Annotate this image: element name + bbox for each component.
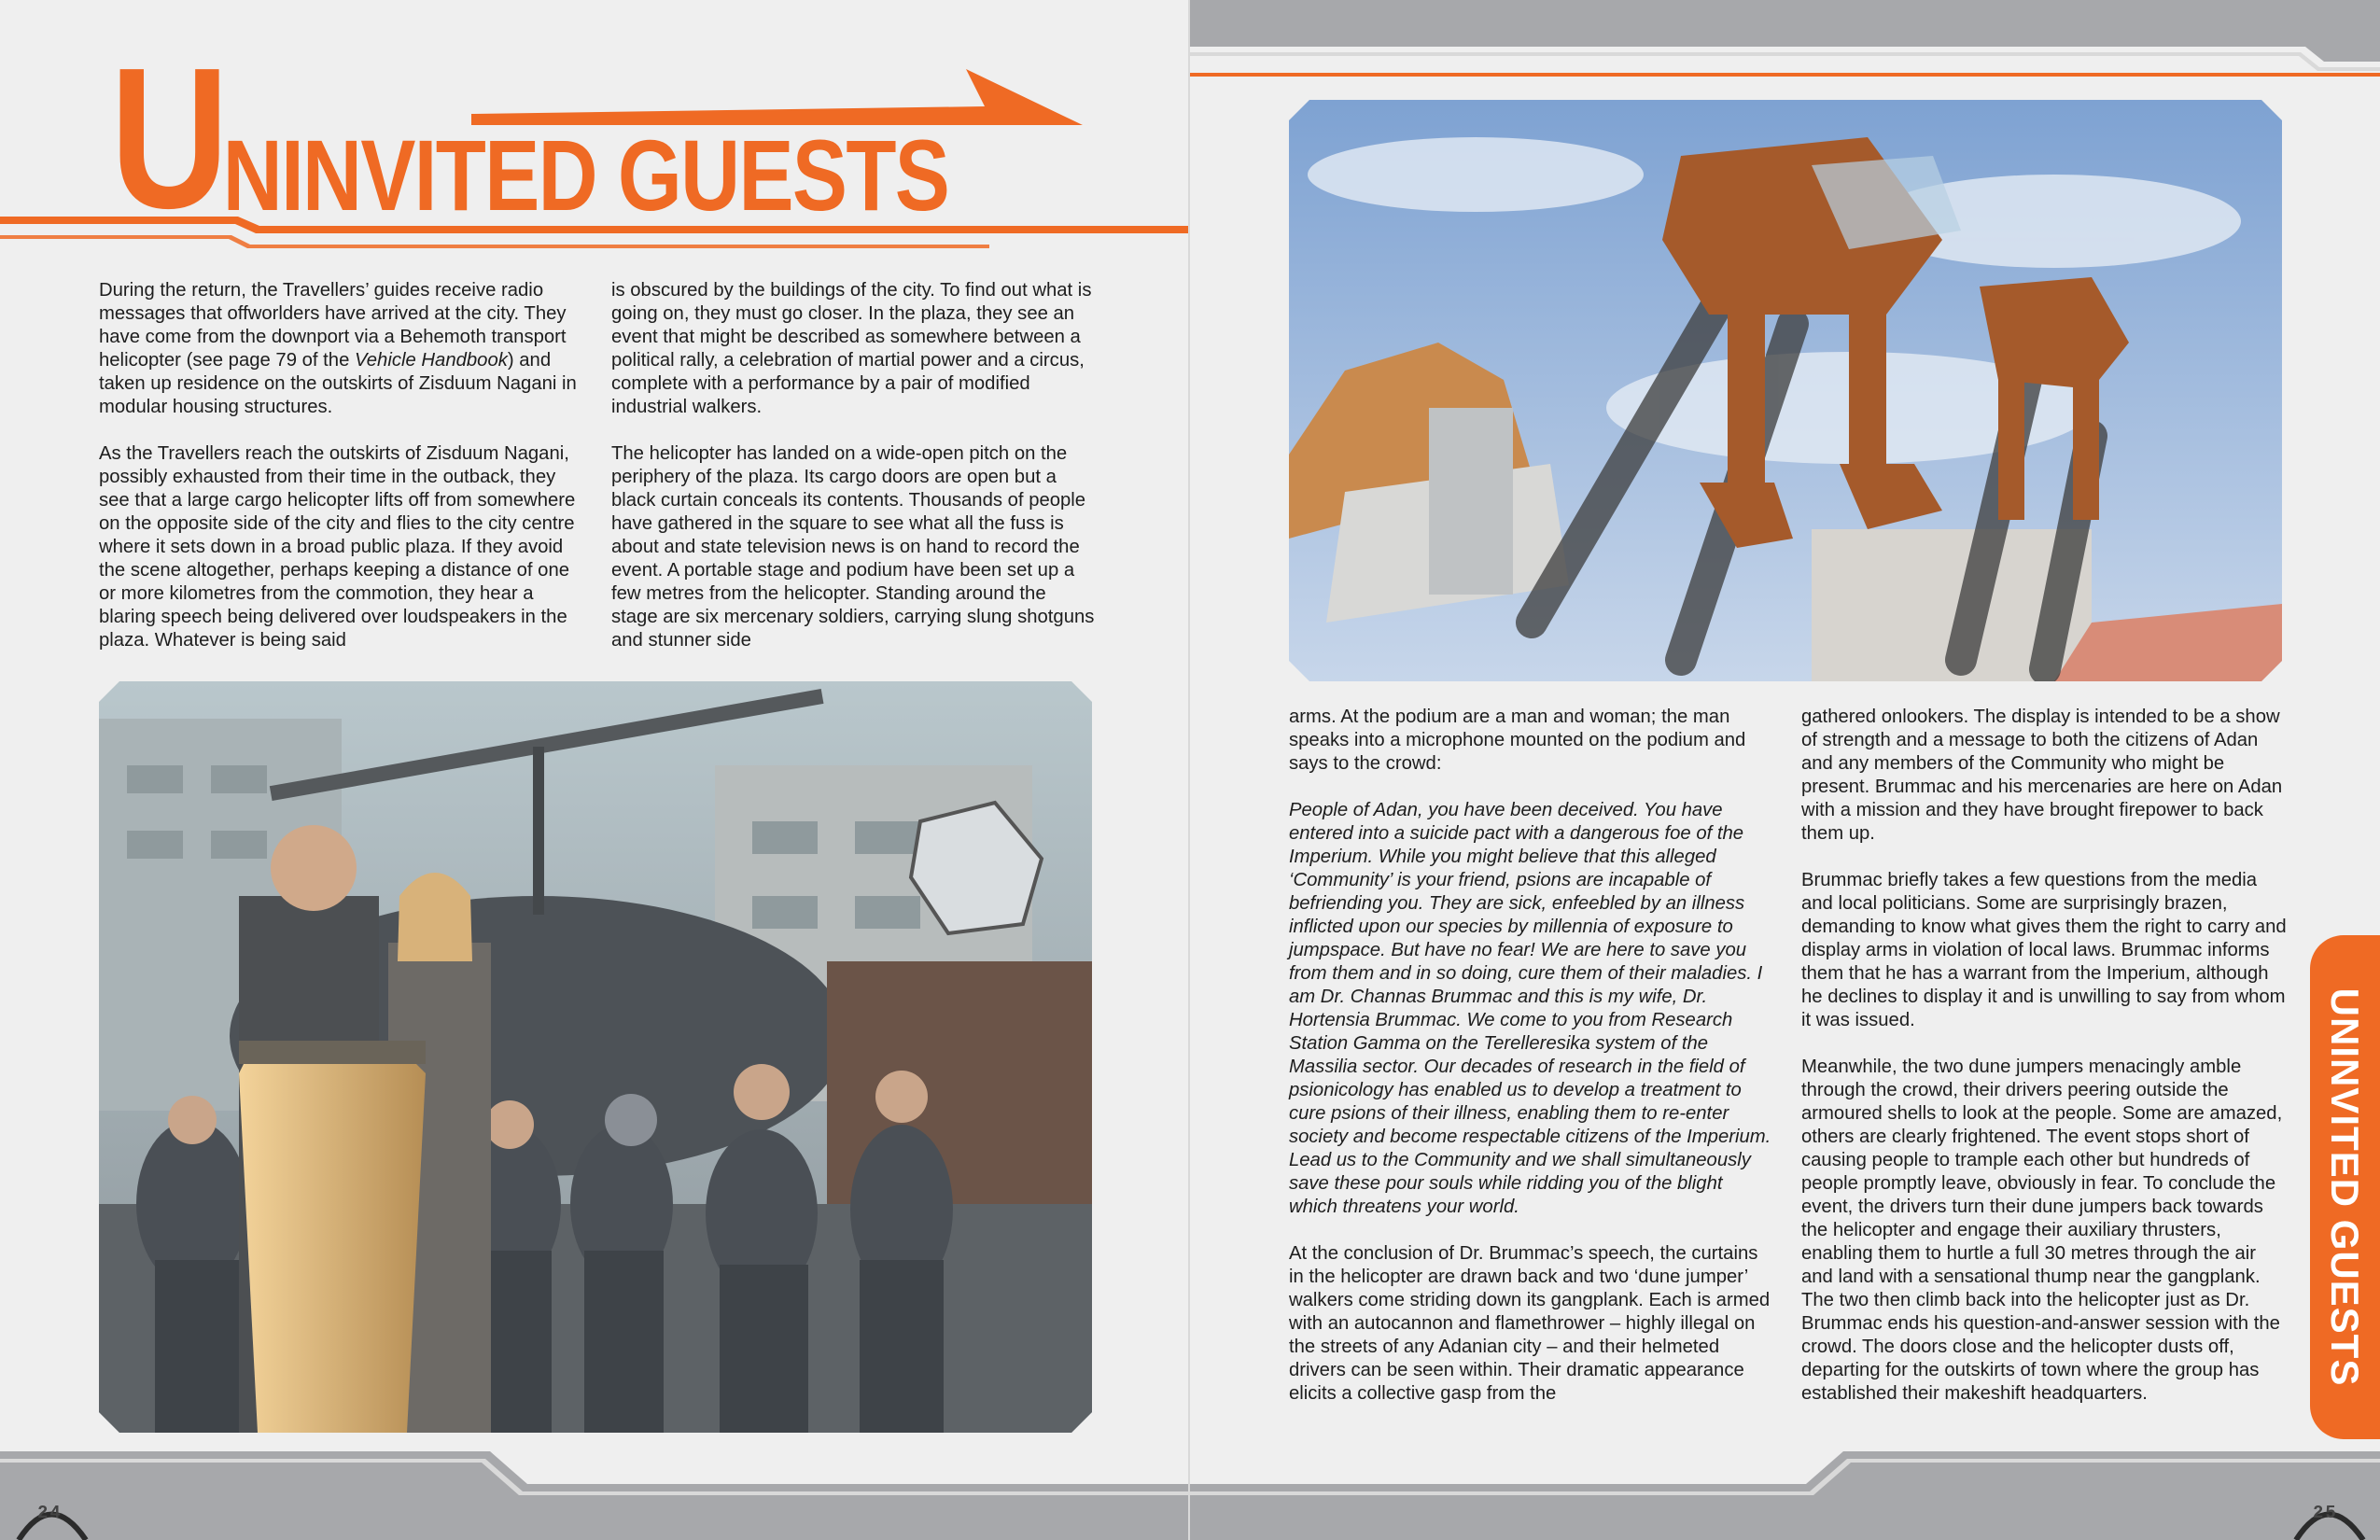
chapter-title [110, 25, 949, 250]
paragraph: During the return, the Travellers’ guides receive radio messages that offworlders have arrived at the city. They have come from the downport via a Behemoth transport helicopter (see page 79 of the Vehicle Handbook) and taken up residence on the outskirts of Zisduum Nagani in modular housing structures. [99, 280, 577, 417]
side-tab-label: UNINVITED GUESTS [2323, 987, 2367, 1387]
paragraph: The helicopter has landed on a wide-open pitch on the periphery of the plaza. Its cargo doors are open but a black curtain conceals its contents. Thousands of people have gathered in the square to see what all the fuss is about and state television news is on hand to record the event. A portable stage and podium have been set up a few metres from the helicopter. Standing around the stage are six mercenary soldiers, carrying slung shotguns and stunner side [611, 443, 1095, 651]
walkers-illustration [1289, 100, 2282, 681]
footer-frame [0, 1451, 1190, 1540]
page-number-right: 25 [2313, 1503, 2338, 1523]
left-column-2 [611, 279, 1097, 676]
paragraph: At the conclusion of Dr. Brummac’s speech, the curtains in the helicopter are drawn back and two ‘dune jumper’ walkers come striding down its gangplank. Each is armed with an autocannon and flamethrower – highly illegal on the streets of any Adanian city – and their helmeted drivers can be seen within. Their dramatic appearance elicits a collective gasp from the [1289, 1243, 1771, 1404]
title-initial: U [110, 25, 228, 250]
speech-quote: People of Adan, you have been deceived. You have entered into a suicide pact with a dangerous foe of the Imperium. While you might believe that this alleged ‘Community’ is your friend, psions are incapable of befriending you. They are sick, enfeebled by an illness inflicted upon our species by millennia of exposure to jumpspace. But have no fear! We are here to save you from them and in so doing, cure them of their maladies. I am Dr. Channas Brummac and this is my wife, Dr. Hortensia Brummac. We come to you from Research Station Gamma on the Terelleresika system of the Massilia sector. Our decades of research in the field of psionicology has enabled us to develop a treatment to cure psions of their illness, enabling them to re-enter society and become respectable citizens of the Imperium. Lead us to the Community and we shall simultaneously save these pour souls while ridding you of the blight which threatens your world. [1289, 800, 1771, 1217]
page-number: 24 [37, 1503, 63, 1523]
paragraph: arms. At the podium are a man and woman; the man speaks into a microphone mounted on the podium and says to the crowd: [1289, 707, 1746, 774]
right-column-2 [1801, 706, 2291, 1429]
paragraph: gathered onlookers. The display is intended to be a show of strength and a message to both the citizens of Adan and any members of the Community who might be present. Brummac and his mercenaries are here on Adan with a mission and they have brought firepower to back them up. [1801, 707, 2283, 844]
header-frame [1190, 0, 2380, 84]
left-column-1 [99, 279, 584, 676]
podium-illustration [99, 681, 1092, 1433]
right-column-1 [1289, 706, 1774, 1429]
footer-frame-right [1190, 1451, 2380, 1540]
paragraph: Meanwhile, the two dune jumpers menacingly amble through the crowd, their drivers peering outside the armoured shells to look at the people. Some are amazed, others are clearly frightened. The event stops short of causing people to trample each other but hundreds of people promptly leave, obviously in fear. To conclude the event, the drivers turn their dune jumpers back towards the helicopter and engage their auxiliary thrusters, enabling them to hurtle a full 30 metres through the air and land with a sensational thump near the gangplank. The two then climb back into the helicopter just as Dr. Brummac ends his question-and-answer session with the crowd. The doors close and the helicopter dusts off, departing for the outskirts of town where the group has established their makeshift headquarters. [1801, 1057, 2283, 1404]
paragraph: is obscured by the buildings of the city. To find out what is going on, they must go closer. In the plaza, they see an event that might be described as somewhere between a political rally, a celebration of martial power and a circus, complete with a performance by a pair of modified industrial walkers. [611, 280, 1092, 417]
right-page [1190, 0, 2380, 1540]
paragraph: Brummac briefly takes a few questions from the media and local politicians. Some are surprisingly brazen, demanding to know what gives them the right to carry and display arms in violation of local laws. Brummac informs them that he has a warrant from the Imperium, although he declines to display it and is unwilling to say from whom it was issued. [1801, 870, 2287, 1030]
paragraph: As the Travellers reach the outskirts of Zisduum Nagani, possibly exhausted from their time in the outback, they see that a large cargo helicopter lifts off from somewhere on the opposite side of the city and flies to the city centre where it sets down in a broad public plaza. If they avoid the scene altogether, perhaps keeping a distance of one or more kilometres from the commotion, they hear a blaring speech being delivered over loudspeakers in the plaza. Whatever is being said [99, 443, 576, 651]
title-rest: NINVITED GUESTS [222, 119, 949, 231]
book-reference: Vehicle Handbook [355, 350, 508, 371]
